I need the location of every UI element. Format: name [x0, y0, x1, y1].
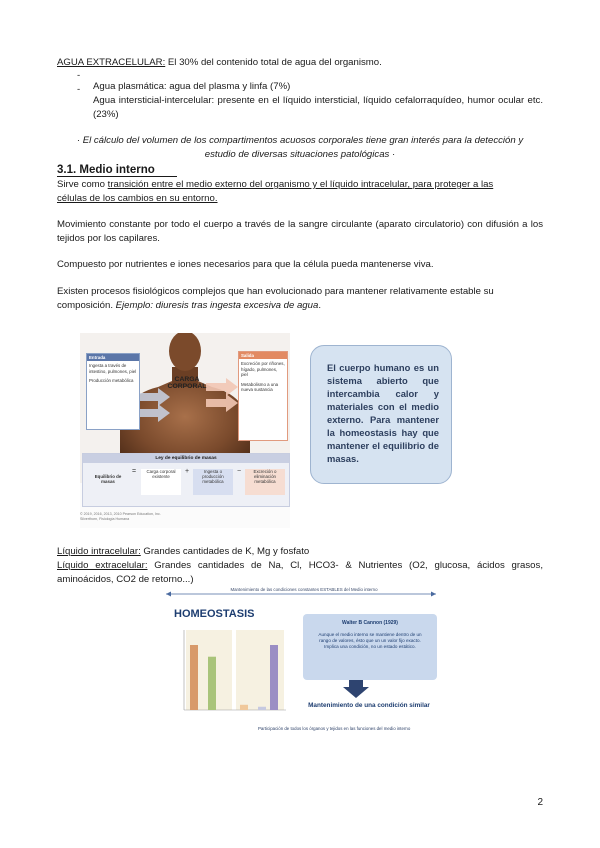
caption-line-1: © 2019, 2016, 2013, 2010 Pearson Education, Inc. [80, 512, 161, 516]
p1-underlined-1: transición entre el medio externo del organismo y el líquido intracelular, para proteger a las [107, 179, 494, 190]
ley-equilibrio-box [82, 453, 290, 507]
minus-sign: − [236, 468, 242, 475]
agua-extracelular-label: AGUA EXTRACELULAR: [57, 57, 166, 68]
section-title: 3.1. Medio interno [57, 164, 177, 177]
p4-text: Existen procesos fisiológicos complejos que han evolucionado para mantener relativamente estable su composición. [57, 286, 494, 311]
salida-metabolismo: Metabolismo a una nueva sustancia [241, 381, 279, 393]
caption-line-2: Silverthorn, Fisiología Humana [80, 517, 130, 521]
entrada-ingesta: Ingesta a través de intestino, pulmones, piel [89, 363, 137, 374]
homeostasis-callout [310, 345, 452, 484]
chart-bar-3 [240, 705, 248, 710]
extracelular-label: Líquido extracelular: [57, 560, 148, 571]
chart-bar-2 [208, 657, 216, 710]
homeostasis-figure [160, 586, 442, 736]
bullet-agua-intersticial: Agua intersticial-intercelular: presente en el líquido intersticial, líquido cefalorraquídeo, humor ocular etc. (23%) [93, 94, 543, 120]
p1-underlined-2: células de los cambios en su entorno. [57, 193, 218, 204]
entrada-box [86, 353, 140, 430]
salida-title: Salida [239, 352, 287, 359]
equilibrio-label: Equilibrio de masas [94, 474, 122, 485]
figure1-caption [80, 512, 161, 522]
cannon-box [303, 614, 437, 680]
callout-text: El cuerpo humano es un sistema abierto que intercambia calor y materiales con el medio externo. Para mantener la homeostasis hay que mantener el equilibrio de masas. [327, 362, 439, 464]
intracelular-text: Grandes cantidades de K, Mg y fosfato [140, 546, 310, 557]
p1-start: Sirve como [57, 179, 108, 190]
cannon-title: Walter B Cannon (1929) [342, 620, 398, 626]
entrada-title: Entrada [87, 354, 139, 361]
note-line-2: estudio de diversas situaciones patológicas · [204, 148, 396, 160]
p4-example: Ejemplo: diuresis tras ingesta excesiva de agua [115, 300, 319, 311]
paragraph-movimiento: Movimiento constante por todo el cuerpo a través de la sangre circulante (aparato circulatorio) con difusión a los tejidos por los capilares. [57, 219, 543, 244]
extracelular-text: Grandes cantidades de Na, Cl, HCO3- & Nutrientes (O2, glucosa, ácidos grasos, aminoácidos, CO2 de retorno...) [57, 560, 543, 585]
salida-excrecion: Excreción por riñones, hígado, pulmones, piel [241, 361, 285, 378]
paragraph-procesos [57, 285, 543, 313]
mass-balance-figure [80, 333, 290, 528]
intracelular-label: Líquido intracelular: [57, 546, 141, 557]
liquido-intracelular-line [57, 545, 543, 559]
homeostasis-bar-chart [170, 626, 288, 724]
carga-corporal-label: CARGA CORPORAL [167, 376, 207, 390]
agua-extracelular-line [57, 56, 543, 70]
bullet-dash: - [77, 70, 81, 81]
ley-title: Ley de equilibrio de masas [83, 454, 289, 463]
bullet-dash: - [77, 84, 81, 95]
down-arrow-icon [343, 680, 369, 698]
chart-bar-5 [270, 645, 278, 710]
p4-end: . [318, 300, 321, 311]
arrow-caption: Mantenimiento de las condiciones constantes ESTABLES del Medio interno [230, 587, 378, 592]
homeostasis-title: HOMEOSTASIS [174, 608, 255, 620]
double-arrow-icon [160, 590, 442, 598]
page-number: 2 [537, 797, 543, 808]
note-line-1: · El cálculo del volumen de los compartimentos acuosos corporales tiene gran interés para la detección y [76, 134, 524, 146]
bullet-agua-plasmatica: Agua plasmática: agua del plasma y linfa (7%) [93, 80, 291, 92]
chart-bar-4 [258, 707, 266, 710]
equals-sign: = [131, 468, 137, 475]
entrada-produccion: Producción metabólica [89, 378, 134, 384]
liquido-extracelular-line [57, 559, 543, 587]
chart-bar-1 [190, 645, 198, 710]
paragraph-transicion [57, 178, 543, 192]
paragraph-compuesto: Compuesto por nutrientes e iones necesarios para que la célula pueda mantenerse viva. [57, 259, 434, 270]
ingesta-produccion: Ingesta o producción metabólica [193, 469, 233, 495]
agua-extracelular-text: El 30% del contenido total de agua del organismo. [165, 57, 382, 68]
plus-sign: + [184, 468, 190, 475]
mantenimiento-label: Mantenimiento de una condición similar [308, 702, 430, 709]
excrecion-eliminacion: Excreción o eliminación metabólica [245, 469, 285, 495]
paragraph-transicion-2 [57, 192, 543, 206]
cannon-body: Aunque el medio interno se mantiene dentro de un rango de valores, ésto que un un valor fijo exacto. Implica una condición, no un estado estático. [318, 632, 422, 649]
carga-existente: Carga corporal existente [141, 469, 181, 495]
participacion-caption: Participación de todos los órganos y tejidos en las funciones del medio interno [258, 726, 411, 731]
salida-box [238, 351, 288, 441]
